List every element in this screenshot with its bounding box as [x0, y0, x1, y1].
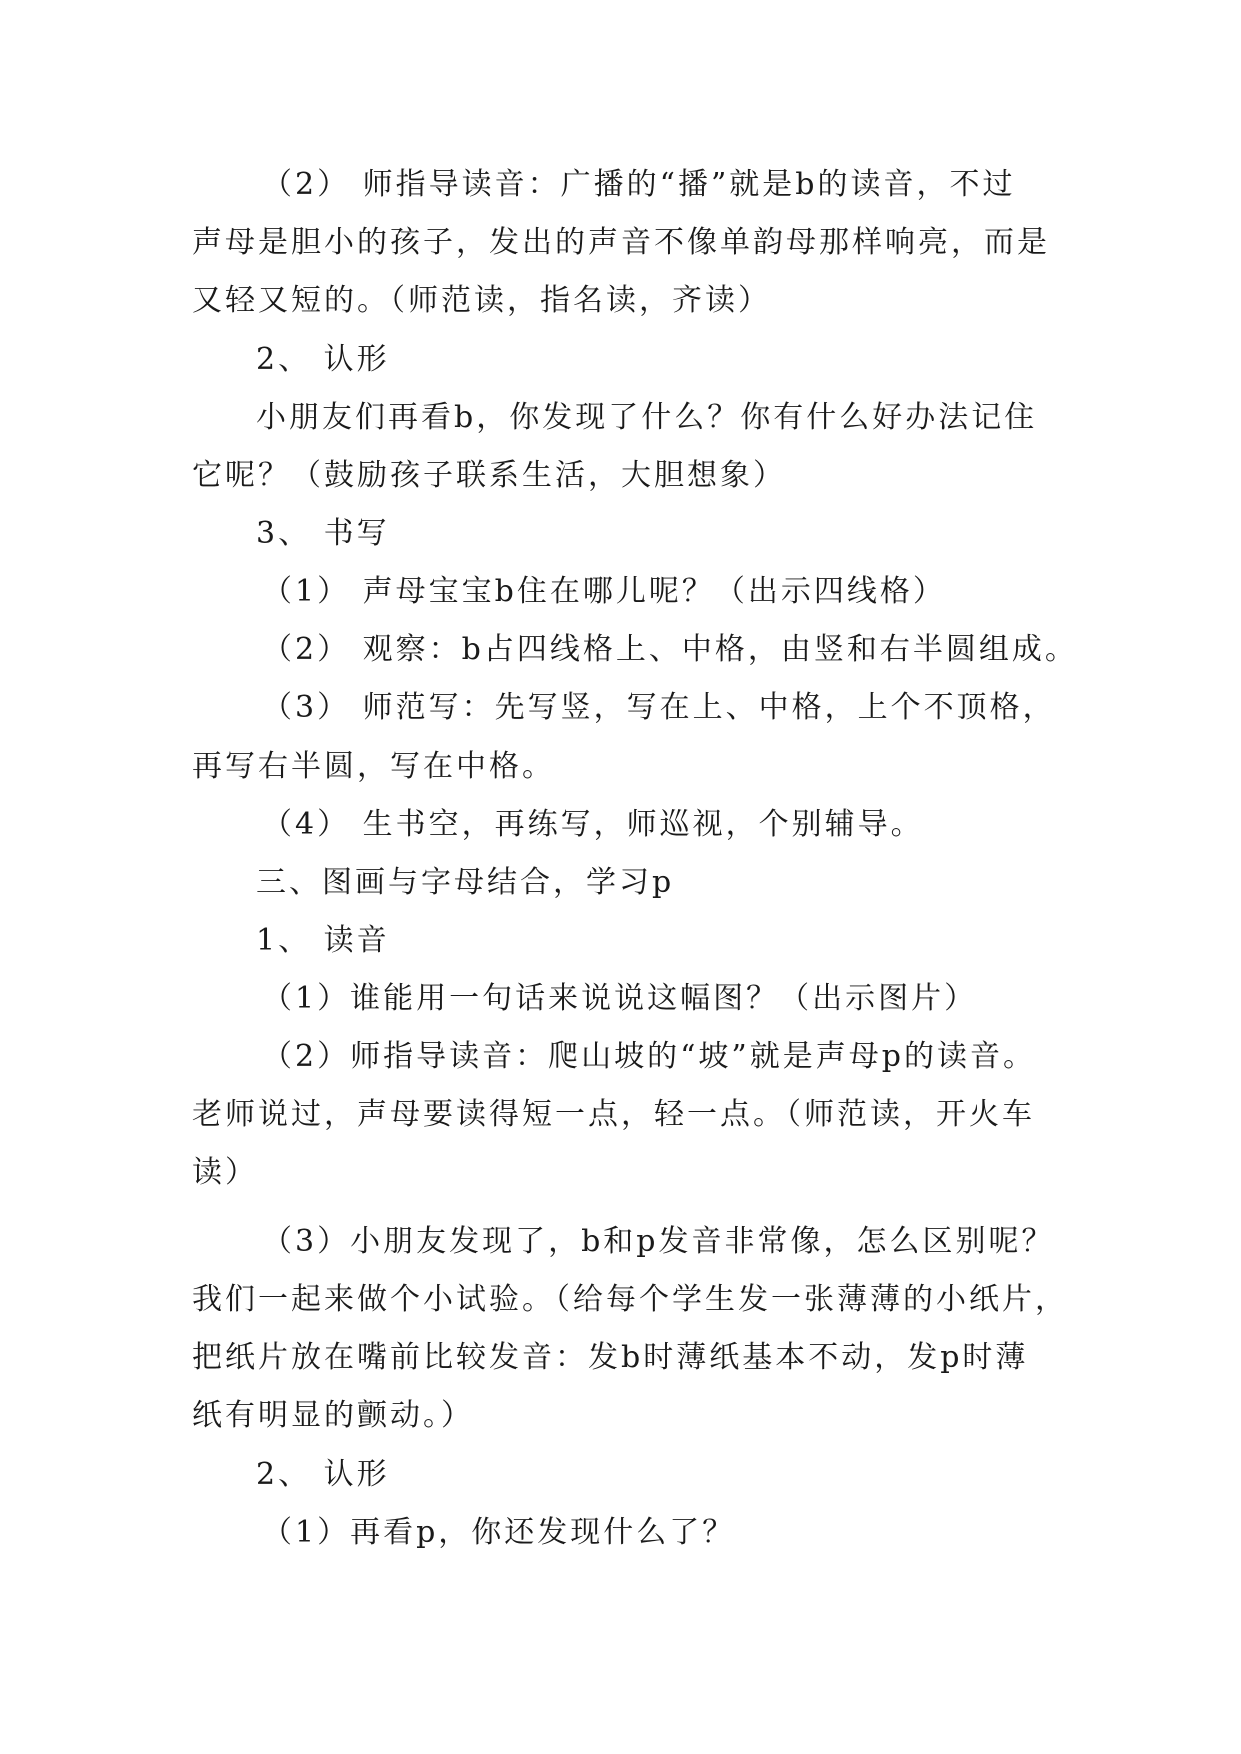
section-heading: 2、 认形 — [256, 1457, 390, 1492]
paragraph-line: 读） — [192, 1155, 258, 1190]
paragraph-line: 它呢？（鼓励孩子联系生活，大胆想象） — [192, 458, 786, 493]
paragraph-line: 纸有明显的颤动。） — [192, 1398, 474, 1433]
paragraph-line: 老师说过，声母要读得短一点，轻一点。（师范读，开火车 — [192, 1097, 1035, 1132]
paragraph-line: 把纸片放在嘴前比较发音：发b时薄纸基本不动，发p时薄 — [192, 1340, 1029, 1375]
paragraph-line: 我们一起来做个小试验。（给每个学生发一张薄薄的小纸片， — [192, 1282, 1068, 1317]
section-heading: 3、 书写 — [256, 516, 390, 551]
paragraph-line: 再写右半圆，写在中格。 — [192, 749, 555, 784]
paragraph-line: 又轻又短的。（师范读，指名读，齐读） — [192, 283, 771, 318]
paragraph-line: 声母是胆小的孩子，发出的声音不像单韵母那样响亮，而是 — [192, 225, 1050, 260]
paragraph-line: 小朋友们再看b，你发现了什么？你有什么好办法记住 — [256, 400, 1038, 435]
paragraph-line: （1）再看p，你还发现什么了？ — [262, 1515, 736, 1550]
paragraph-line: （1）谁能用一句话来说说这幅图？（出示图片） — [262, 981, 978, 1016]
paragraph-line: （1） 声母宝宝b住在哪儿呢？（出示四线格） — [262, 574, 946, 609]
paragraph-line: （3） 师范写：先写竖，写在上、中格，上个不顶格， — [262, 690, 1056, 725]
paragraph-line: （3）小朋友发现了，b和p发音非常像，怎么区别呢？ — [262, 1224, 1055, 1259]
paragraph-line: （2） 师指导读音：广播的“播”就是b的读音，不过 — [262, 167, 1016, 202]
paragraph-line: （4） 生书空，再练写，师巡视，个别辅导。 — [262, 807, 924, 842]
paragraph-line: （2） 观察：b占四线格上、中格，由竖和右半圆组成。 — [262, 632, 1078, 667]
section-heading: 三、图画与字母结合，学习p — [256, 865, 675, 900]
section-heading: 1、 读音 — [256, 923, 390, 958]
paragraph-line: （2）师指导读音：爬山坡的“坡”就是声母p的读音。 — [262, 1039, 1036, 1074]
section-heading: 2、 认形 — [256, 342, 390, 377]
